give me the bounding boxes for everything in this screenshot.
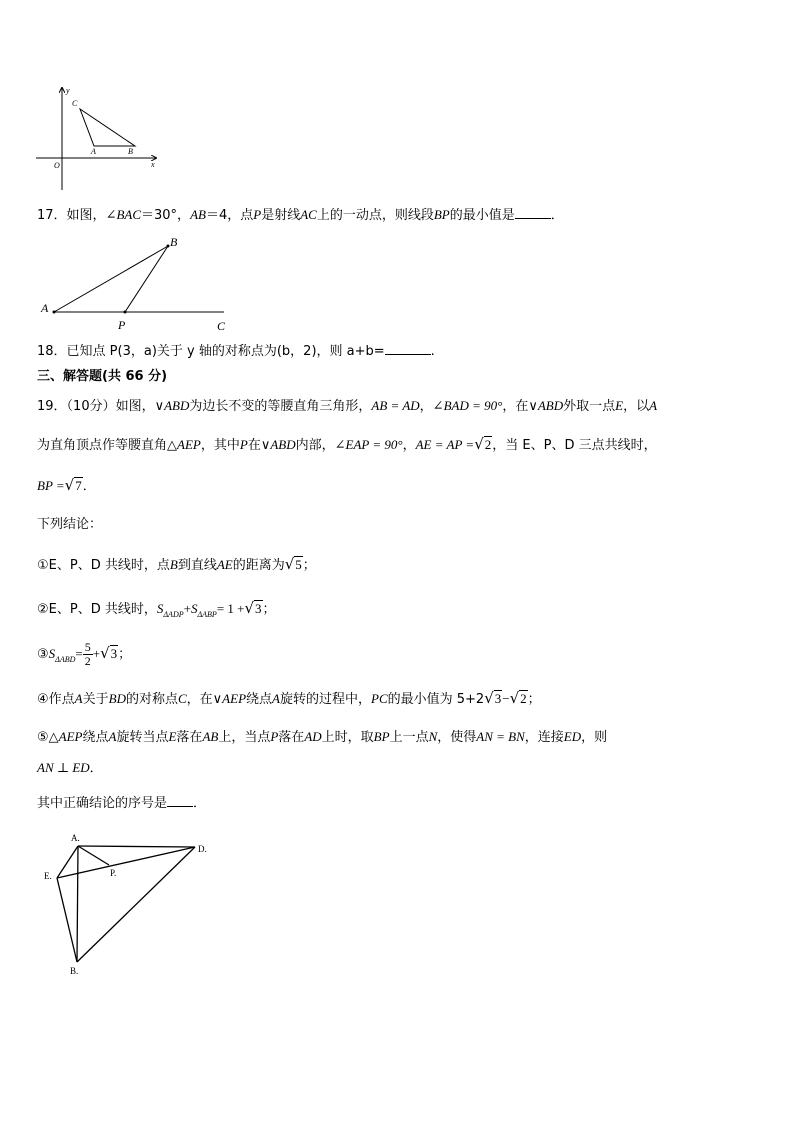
question-18: 18．已知点 P(3，a)关于 y 轴的对称点为(b，2)，则 a+b= .: [37, 344, 435, 359]
q16-coordinate-figure: [30, 82, 170, 194]
fraction-5-2: $\frac{5}{2}$: [84, 640, 91, 668]
point-a-dot: [53, 311, 56, 314]
section-3-title: 三、解答题(共 66 分): [37, 369, 168, 384]
conclusions-intro: 下列结论：: [37, 517, 103, 532]
conclusion-5-line-2: AN ⊥ ED．: [37, 760, 103, 776]
point-a-label: A: [91, 147, 96, 156]
answer-blank-18[interactable]: [385, 342, 431, 355]
segment-ab: [77, 846, 78, 962]
segment-ae: [57, 846, 78, 878]
segment-ap: [78, 846, 109, 865]
sqrt-5: √5: [284, 555, 302, 573]
sqrt-2: √2: [509, 689, 527, 707]
label-b: B: [170, 235, 178, 249]
point-b-label: B: [128, 147, 133, 156]
conclusion-4: ④作点A关于BD的对称点C，在∨AEP绕点A旋转的过程中，PC的最小值为 5+2√3−√2；: [37, 689, 541, 707]
answer-blank-19[interactable]: [167, 794, 193, 807]
question-19-line-2: 为直角顶点作等腰直角△AEP，其中P在∨ABD内部，∠EAP = 90°，AE = AP =√2，当 E、P、D 三点共线时，: [37, 435, 657, 453]
conclusion-3: $③S_{\Delta ABD}=$ $\frac{5}{2}$ +√3；: [37, 640, 132, 668]
point-p-dot: [124, 311, 127, 314]
point-c-label: C: [72, 99, 78, 108]
y-axis-label: y: [66, 86, 70, 95]
answer-blank-17[interactable]: [515, 206, 551, 219]
q17-triangle-figure: [36, 232, 236, 334]
segment-ad: [78, 846, 195, 847]
label-a: A.: [71, 833, 80, 843]
conclusion-2: ②E、P、D 共线时，$S_{\Delta ADP}+S_{\Delta ABP}= 1 +√3$；: [37, 599, 276, 619]
label-a: A: [41, 301, 49, 315]
triangle-cab: [80, 109, 135, 146]
sqrt-7: √7: [64, 476, 82, 494]
segment-eb: [57, 878, 77, 962]
conclusion-1: ①E、P、D 共线时，点B到直线AE的距离为√5；: [37, 555, 316, 573]
label-p: P: [118, 318, 126, 332]
label-b: B.: [70, 966, 79, 976]
segment-bd: [77, 847, 195, 962]
sqrt-3: √3: [484, 689, 502, 707]
segment-bp: [125, 246, 168, 312]
sqrt-3: √3: [100, 644, 118, 662]
sqrt-2: √2: [474, 435, 492, 453]
label-d: D.: [198, 844, 207, 854]
q19-geometry-figure: [40, 826, 230, 978]
label-e: E.: [44, 871, 52, 881]
label-c: C: [217, 319, 226, 333]
label-p: P.: [110, 868, 117, 878]
question-19-line-3: BP =√7．: [37, 476, 96, 494]
conclusion-5-line-1: ⑤△AEP绕点A旋转当点E落在AB上，当点P落在AD上时，取BP上一点N，使得AN = BN，连接ED，则: [37, 729, 608, 745]
question-19-ask: 其中正确结论的序号是 ．: [37, 796, 207, 811]
question-17: 17．如图，∠BAC＝30°，AB＝4，点P是射线AC上的一动点，则线段BP的最小值是 ．: [37, 207, 564, 223]
x-axis-label: x: [151, 160, 155, 169]
origin-label: O: [54, 161, 60, 170]
segment-ab: [54, 246, 168, 312]
question-19-line-1: 19．（10分）如图，∨ABD为边长不变的等腰直角三角形，AB = AD，∠BAD = 90°，在∨ABD外取一点E，以A: [37, 398, 658, 414]
sqrt-3: √3: [244, 599, 262, 617]
